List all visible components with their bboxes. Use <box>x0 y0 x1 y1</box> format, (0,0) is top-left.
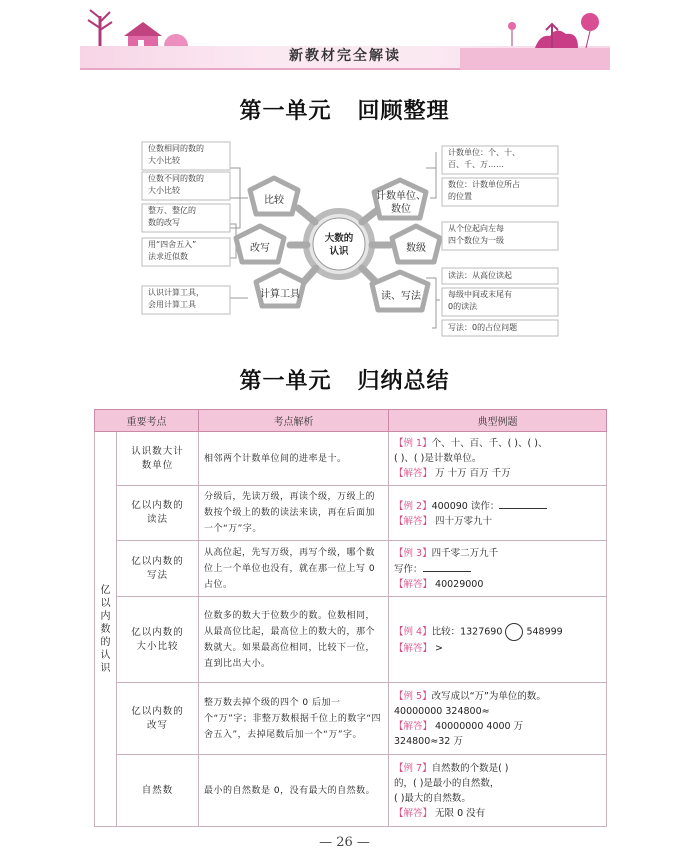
section-title-left: 第一单元 <box>239 98 332 124</box>
answer-blank <box>499 498 547 509</box>
topic-cell: 亿以内数的 大小比较 <box>117 597 199 683</box>
note-units: 计数单位：个、十、 百、千、万…… <box>448 148 520 169</box>
note-read-method: 读法：从高位读起 <box>448 271 512 280</box>
table-header-row <box>95 410 607 432</box>
note-round: 用“四舍五入” 法求近似数 <box>148 240 197 261</box>
analysis-cell: 分级后，先读万级，再读个级，万级上的数按个级上的数的读法来读，再在后面加一个“万”字。 <box>199 486 389 541</box>
note-zero-read: 每级中间或末尾有 0的读法 <box>448 290 512 311</box>
note-levels: 从个位起向左每 四个数位为一级 <box>448 224 504 245</box>
compare-circle <box>505 623 523 641</box>
table-row <box>95 683 607 755</box>
node-rewrite: 改写 <box>250 243 270 254</box>
note-same-digits: 位数相同的数的 大小比较 <box>148 144 204 165</box>
table-row <box>95 486 607 541</box>
table-row <box>95 755 607 827</box>
topic-cell: 亿以内数的 写法 <box>117 541 199 597</box>
summary-table <box>94 409 607 827</box>
example-cell: 【例 2】400090 读作： 【解答】 四十万零九十 <box>389 486 607 541</box>
node-level: 数级 <box>406 243 426 254</box>
note-diff-digits: 位数不同的数的 大小比较 <box>148 174 204 195</box>
side-label: 亿 以 内 数 的 认 识 <box>95 432 117 827</box>
note-place: 数位：计数单位所占 的位置 <box>448 180 520 201</box>
page-number: — 26 — <box>319 835 370 850</box>
node-calc-tool: 计算工具 <box>260 289 300 300</box>
table-row <box>95 597 607 683</box>
flower-balloon-illustration <box>440 8 610 70</box>
header-example: 典型例题 <box>389 410 607 432</box>
note-tools: 认识计算工具， 会用计算工具 <box>148 288 204 309</box>
topic-cell: 自然数 <box>117 755 199 827</box>
header-banner <box>80 8 610 74</box>
topic-cell: 认识数大计 数单位 <box>117 432 199 486</box>
example-cell: 【例 4】比较：1327690 548999 【解答】 > <box>389 597 607 683</box>
example-cell: 【例 5】改写成以“万”为单位的数。 40000000 324800≈ 【解答】 40000000 4000 万 324800≈32 万 <box>389 683 607 755</box>
section2-title-right: 归纳总结 <box>357 368 450 394</box>
example-cell: 【例 1】个、十、百、千、( )、( )、 ( )、( )是计数单位。 【解答】 万 十万 百万 千万 <box>389 432 607 486</box>
mind-map <box>140 138 560 338</box>
table-row <box>95 432 607 486</box>
analysis-cell: 相邻两个计数单位间的进率是十。 <box>199 432 389 486</box>
note-rewrite-wan: 整万、整亿的 数的改写 <box>148 206 196 227</box>
header-analysis: 考点解析 <box>199 410 389 432</box>
analysis-cell: 整万数去掉个级的四个 0 后加一个“万”字；非整万数根据千位上的数字“四舍五入”，去掉尾数后加一个“万”字。 <box>199 683 389 755</box>
answer-blank <box>423 561 471 572</box>
analysis-cell: 位数多的数大于位数少的数。位数相同，从最高位比起，最高位上的数大的，那个数就大。如果最高位相同，比较下一位，直到比出大小。 <box>199 597 389 683</box>
node-count-unit: 计数单位、 数位 <box>376 191 426 215</box>
header-key-point: 重要考点 <box>95 410 199 432</box>
center-node-label: 大数的 认识 <box>324 233 354 257</box>
section2-title-left: 第一单元 <box>239 368 332 394</box>
example-cell: 【例 7】自然数的个数是( ) 的，( )是最小的自然数， ( )最大的自然数。 【解答】 无限 0 没有 <box>389 755 607 827</box>
example-cell: 【例 3】四千零二万九千 写作： 【解答】 40029000 <box>389 541 607 597</box>
topic-cell: 亿以内数的 读法 <box>117 486 199 541</box>
node-read-write: 读、写法 <box>381 291 421 302</box>
note-write-method: 写法：0的占位问题 <box>448 323 518 332</box>
section-title-right: 回顾整理 <box>357 98 450 124</box>
section-title-summary <box>0 364 689 395</box>
analysis-cell: 从高位起，先写万级，再写个级，哪个数位上一个单位也没有，就在那一位上写 0 占位。 <box>199 541 389 597</box>
topic-cell: 亿以内数的 改写 <box>117 683 199 755</box>
section-title-review <box>0 94 689 125</box>
header-title: 新教材完全解读 <box>289 48 401 64</box>
table-row <box>95 541 607 597</box>
analysis-cell: 最小的自然数是 0，没有最大的自然数。 <box>199 755 389 827</box>
node-compare: 比较 <box>264 195 284 206</box>
